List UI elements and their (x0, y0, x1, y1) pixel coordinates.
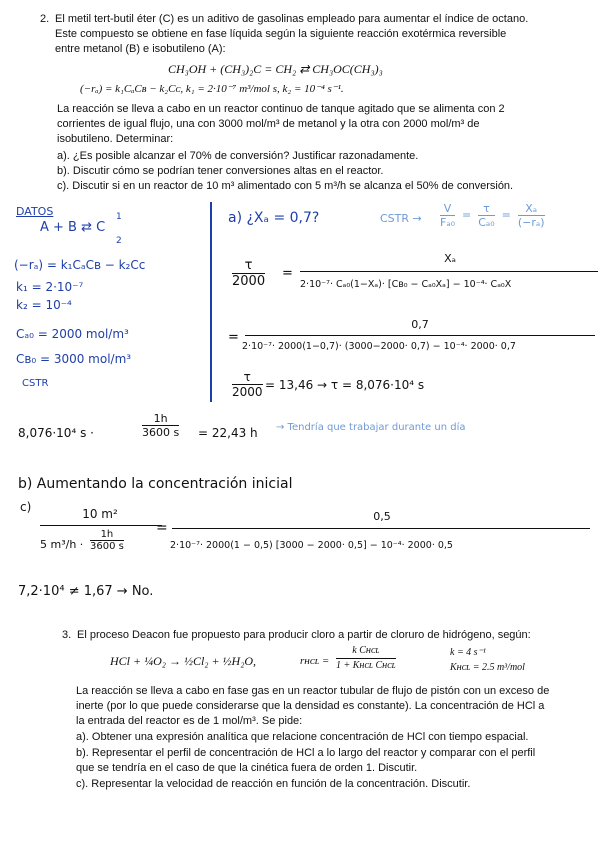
equals-1: = (282, 266, 293, 281)
c-left-fraction-bar (40, 525, 162, 526)
column-divider (210, 202, 212, 402)
equals-2: = (228, 330, 239, 345)
problem-3-number: 3. (62, 629, 72, 641)
eq2-numerator: 0,7 (411, 318, 429, 331)
problem-2-item-a: a). ¿Es posible alcanzar el 70% de conversión? Justificar razonadamente. (57, 150, 419, 162)
problem-3-reaction: HCl + ¼O₂ → ½Cl₂ + ½H₂O, (110, 654, 257, 668)
tau-over-2000-1: $\frac{\tau}{2000}$ (232, 258, 266, 289)
cb0-value: Cʙ₀ = 3000 mol/m³ (16, 352, 132, 366)
ca0-value: Cₐ₀ = 2000 mol/m³ (16, 327, 129, 341)
equals-c: = (156, 520, 168, 536)
reaction-handwritten: A + B ⇄ C (40, 220, 106, 235)
c-rhs-numerator: 0,5 (373, 510, 391, 523)
tau-result: = 13,46 → τ = 8,076·10⁴ s (265, 378, 425, 392)
problem-3-item-b-cont: que se tendría en el caso de que la cinética fuera de orden 1. Discutir. (76, 762, 418, 774)
c-volume: 10 m² (82, 507, 118, 521)
problem-2-line-1: El metil tert-butil éter (C) es un aditivo de gasolinas empleado para aumentar el índice de octano. (55, 13, 529, 25)
problem-3-item-b: b). Representar el perfil de concentración de HCl a lo largo del reactor y comparar con el perfil (76, 747, 536, 759)
problem-2-item-c: c). Discutir si en un reactor de 10 m³ alimentado con 5 m³/h se alcanza el 50% de conversión. (57, 180, 514, 192)
problem-3-intro: El proceso Deacon fue propuesto para producir cloro a partir de cloruro de hidrógeno, según: (77, 629, 531, 641)
eq1-numerator: Xₐ (444, 252, 456, 265)
tau-over-2000-2: $\frac{\tau}{2000}$ (232, 370, 263, 399)
part-c-label: c) (20, 500, 32, 514)
k1-value: k₁ = 2·10⁻⁷ (16, 280, 84, 294)
tau-hours: = 22,43 h (198, 426, 258, 440)
problem-3-body-2: inerte (por lo que puede considerarse que la densidad es constante). La concentración de HCl a (76, 700, 545, 712)
problem-2-body-2: corrientes de igual flujo, una con 3000 mol/m³ de metanol y la otra con 2000 mol/m³ de (57, 118, 480, 130)
tau-comment: → Tendría que trabajar durante un día (276, 422, 466, 433)
problem-3-item-c: c). Representar la velocidad de reacción en función de la concentración. Discutir. (76, 778, 471, 790)
rate-law-handwritten: (−rₐ) = k₁CₐCʙ − k₂Cᴄ (14, 258, 146, 272)
problem-3-item-a: a). Obtener una expresión analítica que relacione concentración de HCl con tiempo espacial. (76, 731, 529, 743)
c-rhs-fraction-bar (172, 528, 590, 529)
cstr-design-eq: $\frac{V}{\text{Fₐ₀}}$ = $\frac{\tau}{\text{Cₐ₀}}$ = $\frac{\text{Xₐ}}{\text{(−rₐ)}}$ (440, 202, 545, 229)
problem-2-line-3: entre metanol (B) e isobutileno (A): (55, 43, 226, 55)
problem-2-item-b: b). Discutir cómo se podrían tener conversiones altas en el reactor. (57, 165, 384, 177)
problem-3-body-3: la entrada del reactor es de 1 mol/m³. Se pide: (76, 715, 303, 727)
problem-3-body-1: La reacción se lleva a cabo en fase gas en un reactor tubular de flujo de pistón con un exceso de (76, 685, 550, 697)
problem-3-k: k = 4 s⁻¹ (450, 647, 486, 658)
c-result: 7,2·10⁴ ≠ 1,67 → No. (18, 584, 154, 599)
problem-2-line-2: Este compuesto se obtiene en fase líquida según la siguiente reacción exotérmica reversible (55, 28, 507, 40)
k-arrow-bottom: 2 (116, 236, 122, 246)
eq1-denominator: 2·10⁻⁷· Cₐ₀(1−Xₐ)· [Cʙ₀ − Cₐ₀Xₐ] − 10⁻⁴· Cₐ₀X (300, 279, 512, 290)
eq2-denominator: 2·10⁻⁷· 2000(1−0,7)· (3000−2000· 0,7) − 10⁻⁴· 2000· 0,7 (242, 341, 516, 352)
c-flow: 5 m³/h · (40, 538, 84, 551)
problem-2-rate-law: (−rₐ) = k₁CₐCʙ − k₂Cᴄ, k₁ = 2·10⁻⁷ m³/mol s, k₂ = 10⁻⁴ s⁻¹. (80, 83, 344, 95)
problem-3-K: Kʜᴄʟ = 2.5 m³/mol (450, 662, 525, 673)
problem-2-number: 2. (40, 13, 50, 25)
eq1-fraction-bar (300, 271, 598, 272)
problem-3-rate-fraction: $\frac{\text{k Cʜᴄʟ}}{\text{1 + Kʜᴄʟ Cʜᴄʟ}}$ (336, 645, 396, 671)
problem-3-rate-label: rʜᴄʟ = (300, 655, 330, 667)
problem-2-reaction: CH₃OH + (CH₃)₂C = CH₂ ⇄ CH₃OC(CH₃)₃ (168, 62, 383, 76)
tau-conversion: 8,076·10⁴ s · (18, 426, 94, 440)
k2-value: k₂ = 10⁻⁴ (16, 298, 72, 312)
eq2-fraction-bar (245, 335, 595, 336)
k-arrow-top: 1 (116, 212, 122, 222)
part-a-question: a) ¿Xₐ = 0,7? (228, 210, 320, 226)
c-hour-fraction: $\frac{1h}{3600 s}$ (90, 529, 124, 552)
datos-heading: DATOS (16, 205, 54, 218)
cstr-label: CSTR (22, 378, 49, 389)
cstr-design-eq-label: CSTR → (380, 212, 422, 225)
problem-2-body-3: isobutileno. Determinar: (57, 133, 174, 145)
c-rhs-denominator: 2·10⁻⁷· 2000(1 − 0,5) [3000 − 2000· 0,5] − 10⁻⁴· 2000· 0,5 (170, 540, 453, 551)
problem-2-body-1: La reacción se lleva a cabo en un reactor continuo de tanque agitado que se alimenta con 2 (57, 103, 505, 115)
hour-fraction: $\frac{1h}{3600 s}$ (142, 412, 180, 439)
part-b-answer: b) Aumentando la concentración inicial (18, 476, 293, 492)
